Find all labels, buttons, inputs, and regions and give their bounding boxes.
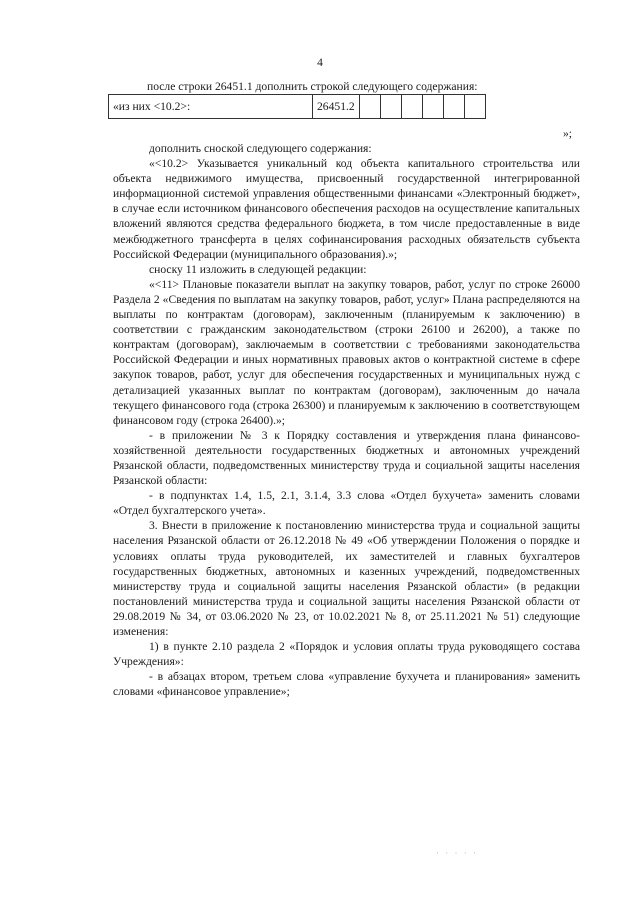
row-label-cell: «из них <10.2>: xyxy=(109,95,313,119)
paragraph: 1) в пункте 2.10 раздела 2 «Порядок и условия оплаты труда руководящего состава Учреждения»: xyxy=(113,640,580,669)
paragraph: «<11> Плановые показатели выплат на закупку товаров, работ, услуг по строке 26000 Раздела 2 «Сведения по выплатам на закупку товаров, работ, услуг» Плана распределяются на выплаты по контрактам (договорам), заключенным (планируемым к заключению) в соответствии с гражданским законодательством (строки 26100 и 26200), а также по контрактам (договорам), заключаемым в соответствии с требованиями законодательства Российской Федерации и иных нормативных правовых актов о контрактной системе в сфере закупок товаров, работ, услуг для обеспечения государственных и муниципальных нужд с детализацией указанных выплат по контрактам (договорам), заключенным до начала текущего финансового года (строка 26300) и планируемым к заключению в соответствующем финансовом году (строка 26400).»; xyxy=(113,277,580,427)
empty-cell xyxy=(465,95,486,119)
lead-line: после строки 26451.1 дополнить строкой следующего содержания: xyxy=(147,80,478,93)
empty-cell xyxy=(360,95,381,119)
empty-cell xyxy=(444,95,465,119)
empty-cell xyxy=(423,95,444,119)
closing-mark: »; xyxy=(563,127,573,140)
table-row xyxy=(109,95,486,119)
inserted-row-table xyxy=(108,94,486,119)
paragraph: дополнить сноской следующего содержания: xyxy=(149,142,372,155)
paragraph: - в абзацах втором, третьем слова «управление бухучета и планирования» заменить словами «финансовое управление»; xyxy=(113,670,580,699)
paragraph: - в приложении № 3 к Порядку составления и утверждения плана финансово-хозяйственной деятельности государственных бюджетных и автономных учреждений Рязанской области, подведомственных министерству труда и социальной защиты населения Рязанской области: xyxy=(113,428,580,488)
paragraph: «<10.2> Указывается уникальный код объекта капитального строительства или объекта недвижимого имущества, присвоенный государственной интегрированной информационной системой управления общественными финансами «Электронный бюджет», в случае если источником финансового обеспечения расходов на осуществление капитальных вложений являются средства федерального бюджета, в том числе предоставленные в виде межбюджетного трансферта в целях софинансирования расходных обязательств субъекта Российской Федерации (муниципального образования).»; xyxy=(113,157,580,261)
paragraph: 3. Внести в приложение к постановлению министерства труда и социальной защиты населения Рязанской области от 26.12.2018 № 49 «Об утверждении Положения о порядке и условиях оплаты труда руководителей, их заместителей и главных бухгалтеров государственных бюджетных, автономных и казенных учреждений, подведомственных министерству труда и социальной защиты населения Рязанской области» (в редакции постановлений министерства труда и социальной защиты населения Рязанской области от 29.08.2019 № 34, от 03.06.2020 № 23, от 10.02.2021 № 8, от 25.11.2021 № 51) следующие изменения: xyxy=(113,519,580,638)
empty-cell xyxy=(381,95,402,119)
body-text xyxy=(113,141,580,699)
empty-cell xyxy=(402,95,423,119)
scan-speckle: · · · · · xyxy=(436,848,478,858)
row-code-cell: 26451.2 xyxy=(313,95,360,119)
paragraph: сноску 11 изложить в следующей редакции: xyxy=(149,262,367,276)
page-number: 4 xyxy=(317,57,323,69)
paragraph: - в подпунктах 1.4, 1.5, 2.1, 3.1.4, 3.3 слова «Отдел бухучета» заменить словами «Отдел бухгалтерского учета». xyxy=(113,489,580,518)
